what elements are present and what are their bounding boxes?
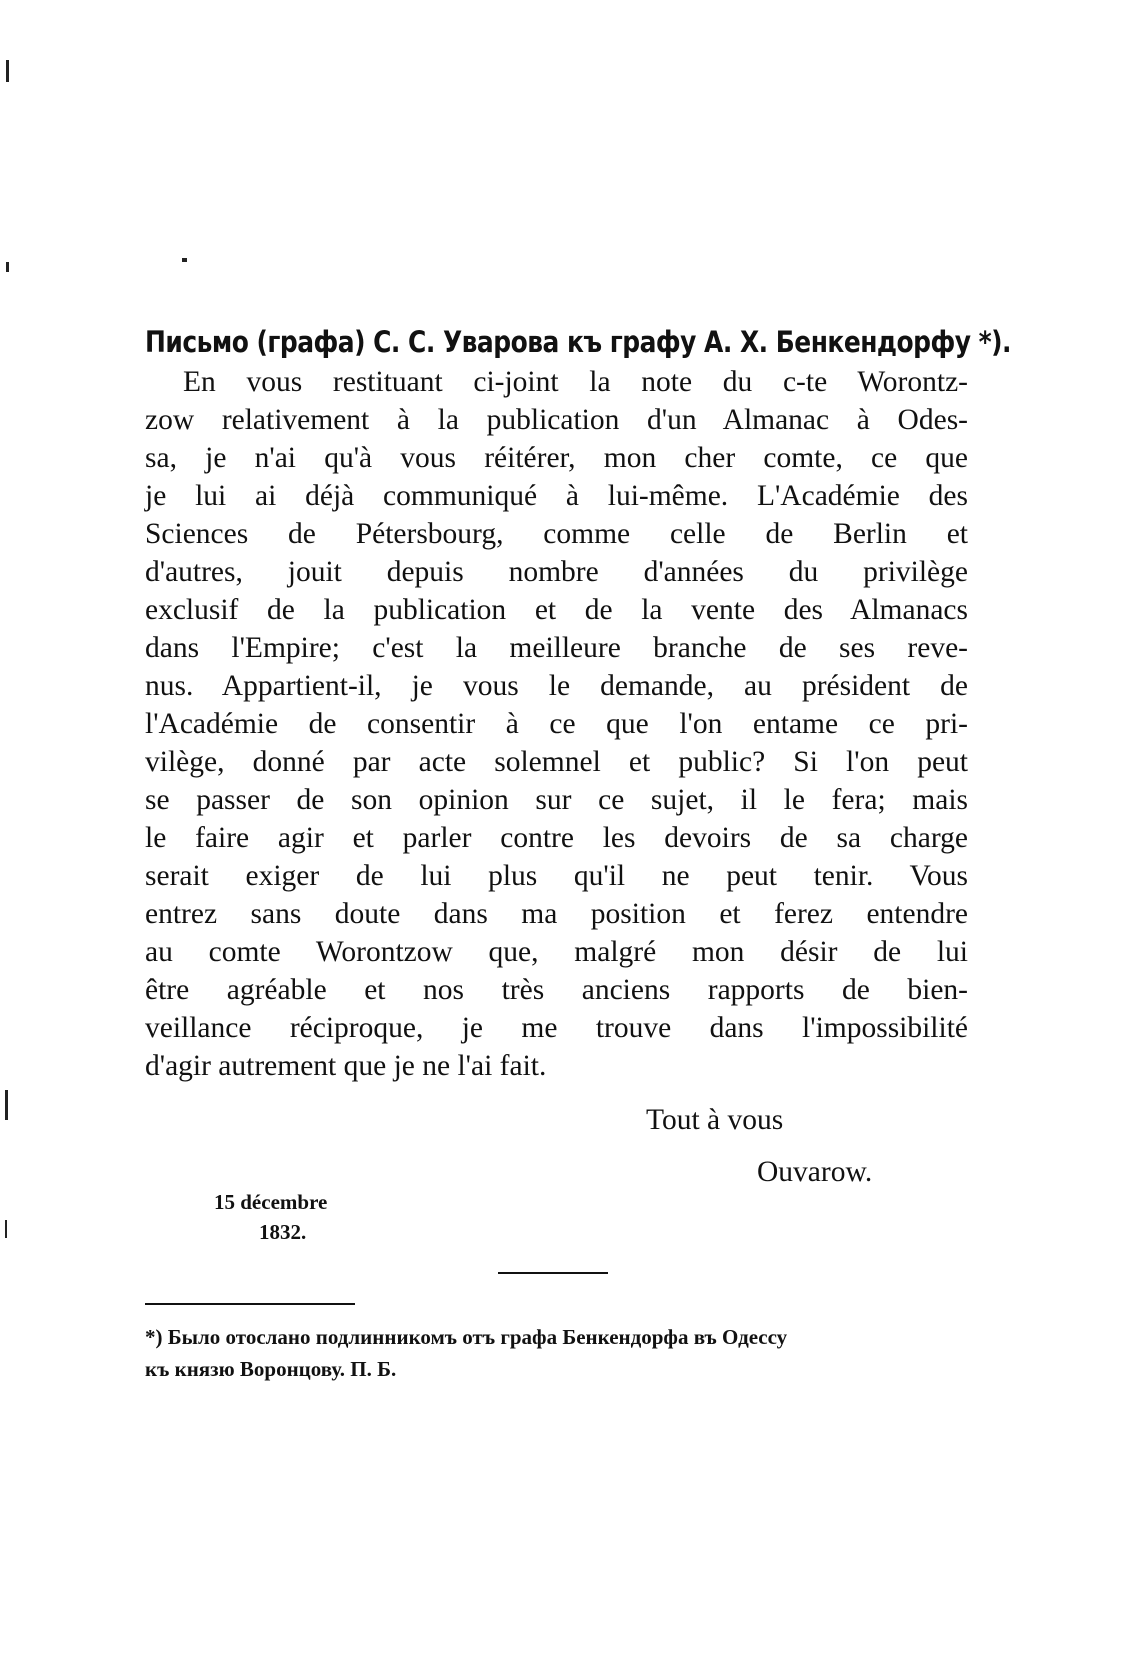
body-line: En vous restituant ci-joint la note du c-te Worontz- [183,366,968,398]
body-line: se passer de son opinion sur ce sujet, il le fera; mais [145,784,968,816]
body-line: le faire agir et parler contre les devoirs de sa charge [145,822,968,854]
signature: Ouvarow. [757,1156,873,1188]
date-year: 1832. [259,1220,307,1244]
body-line: d'agir autrement que je ne l'ai fait. [145,1050,547,1082]
letter-heading: Письмо (графа) С. С. Уварова къ графу А. Х. Бенкендорфу *). [145,325,1012,359]
scan-mark [6,60,9,82]
body-line: l'Académie de consentir à ce que l'on entame ce pri- [145,708,968,740]
body-line: Sciences de Pétersbourg, comme celle de Berlin et [145,518,968,550]
scan-mark [6,262,9,272]
body-line: exclusif de la publication et de la vente des Almanacs [145,594,968,626]
body-line: entrez sans doute dans ma position et ferez entendre [145,898,968,930]
body-line: je lui ai déjà communiqué à lui-même. L'Académie des [145,480,968,512]
body-line: veillance réciproque, je me trouve dans l'impossibilité [145,1012,968,1044]
scan-mark [5,1090,8,1120]
body-line: sa, je n'ai qu'à vous réitérer, mon cher comte, ce que [145,442,968,474]
scan-mark [182,258,187,262]
body-line: vilège, donné par acte solemnel et public? Si l'on peut [145,746,968,778]
body-line: d'autres, jouit depuis nombre d'années du privilège [145,556,968,588]
body-line: dans l'Empire; c'est la meilleure branche de ses reve- [145,632,968,664]
footnote-line: *) Было отослано подлинникомъ отъ графа Бенкендорфа въ Одессу [145,1325,788,1349]
scan-mark [5,1220,7,1238]
body-line: nus. Appartient-il, je vous le demande, au président de [145,670,968,702]
closing-formula: Tout à vous [646,1104,784,1136]
body-line: zow relativement à la publication d'un Almanac à Odes- [145,404,968,436]
body-line: au comte Worontzow que, malgré mon désir de lui [145,936,968,968]
date-day-month: 15 décembre [214,1190,328,1214]
body-line: serait exiger de lui plus qu'il ne peut tenir. Vous [145,860,968,892]
section-divider [498,1272,608,1274]
footnote-line: къ князю Воронцову. П. Б. [145,1357,397,1381]
footnote-divider [145,1303,355,1305]
body-line: être agréable et nos très anciens rapports de bien- [145,974,968,1006]
